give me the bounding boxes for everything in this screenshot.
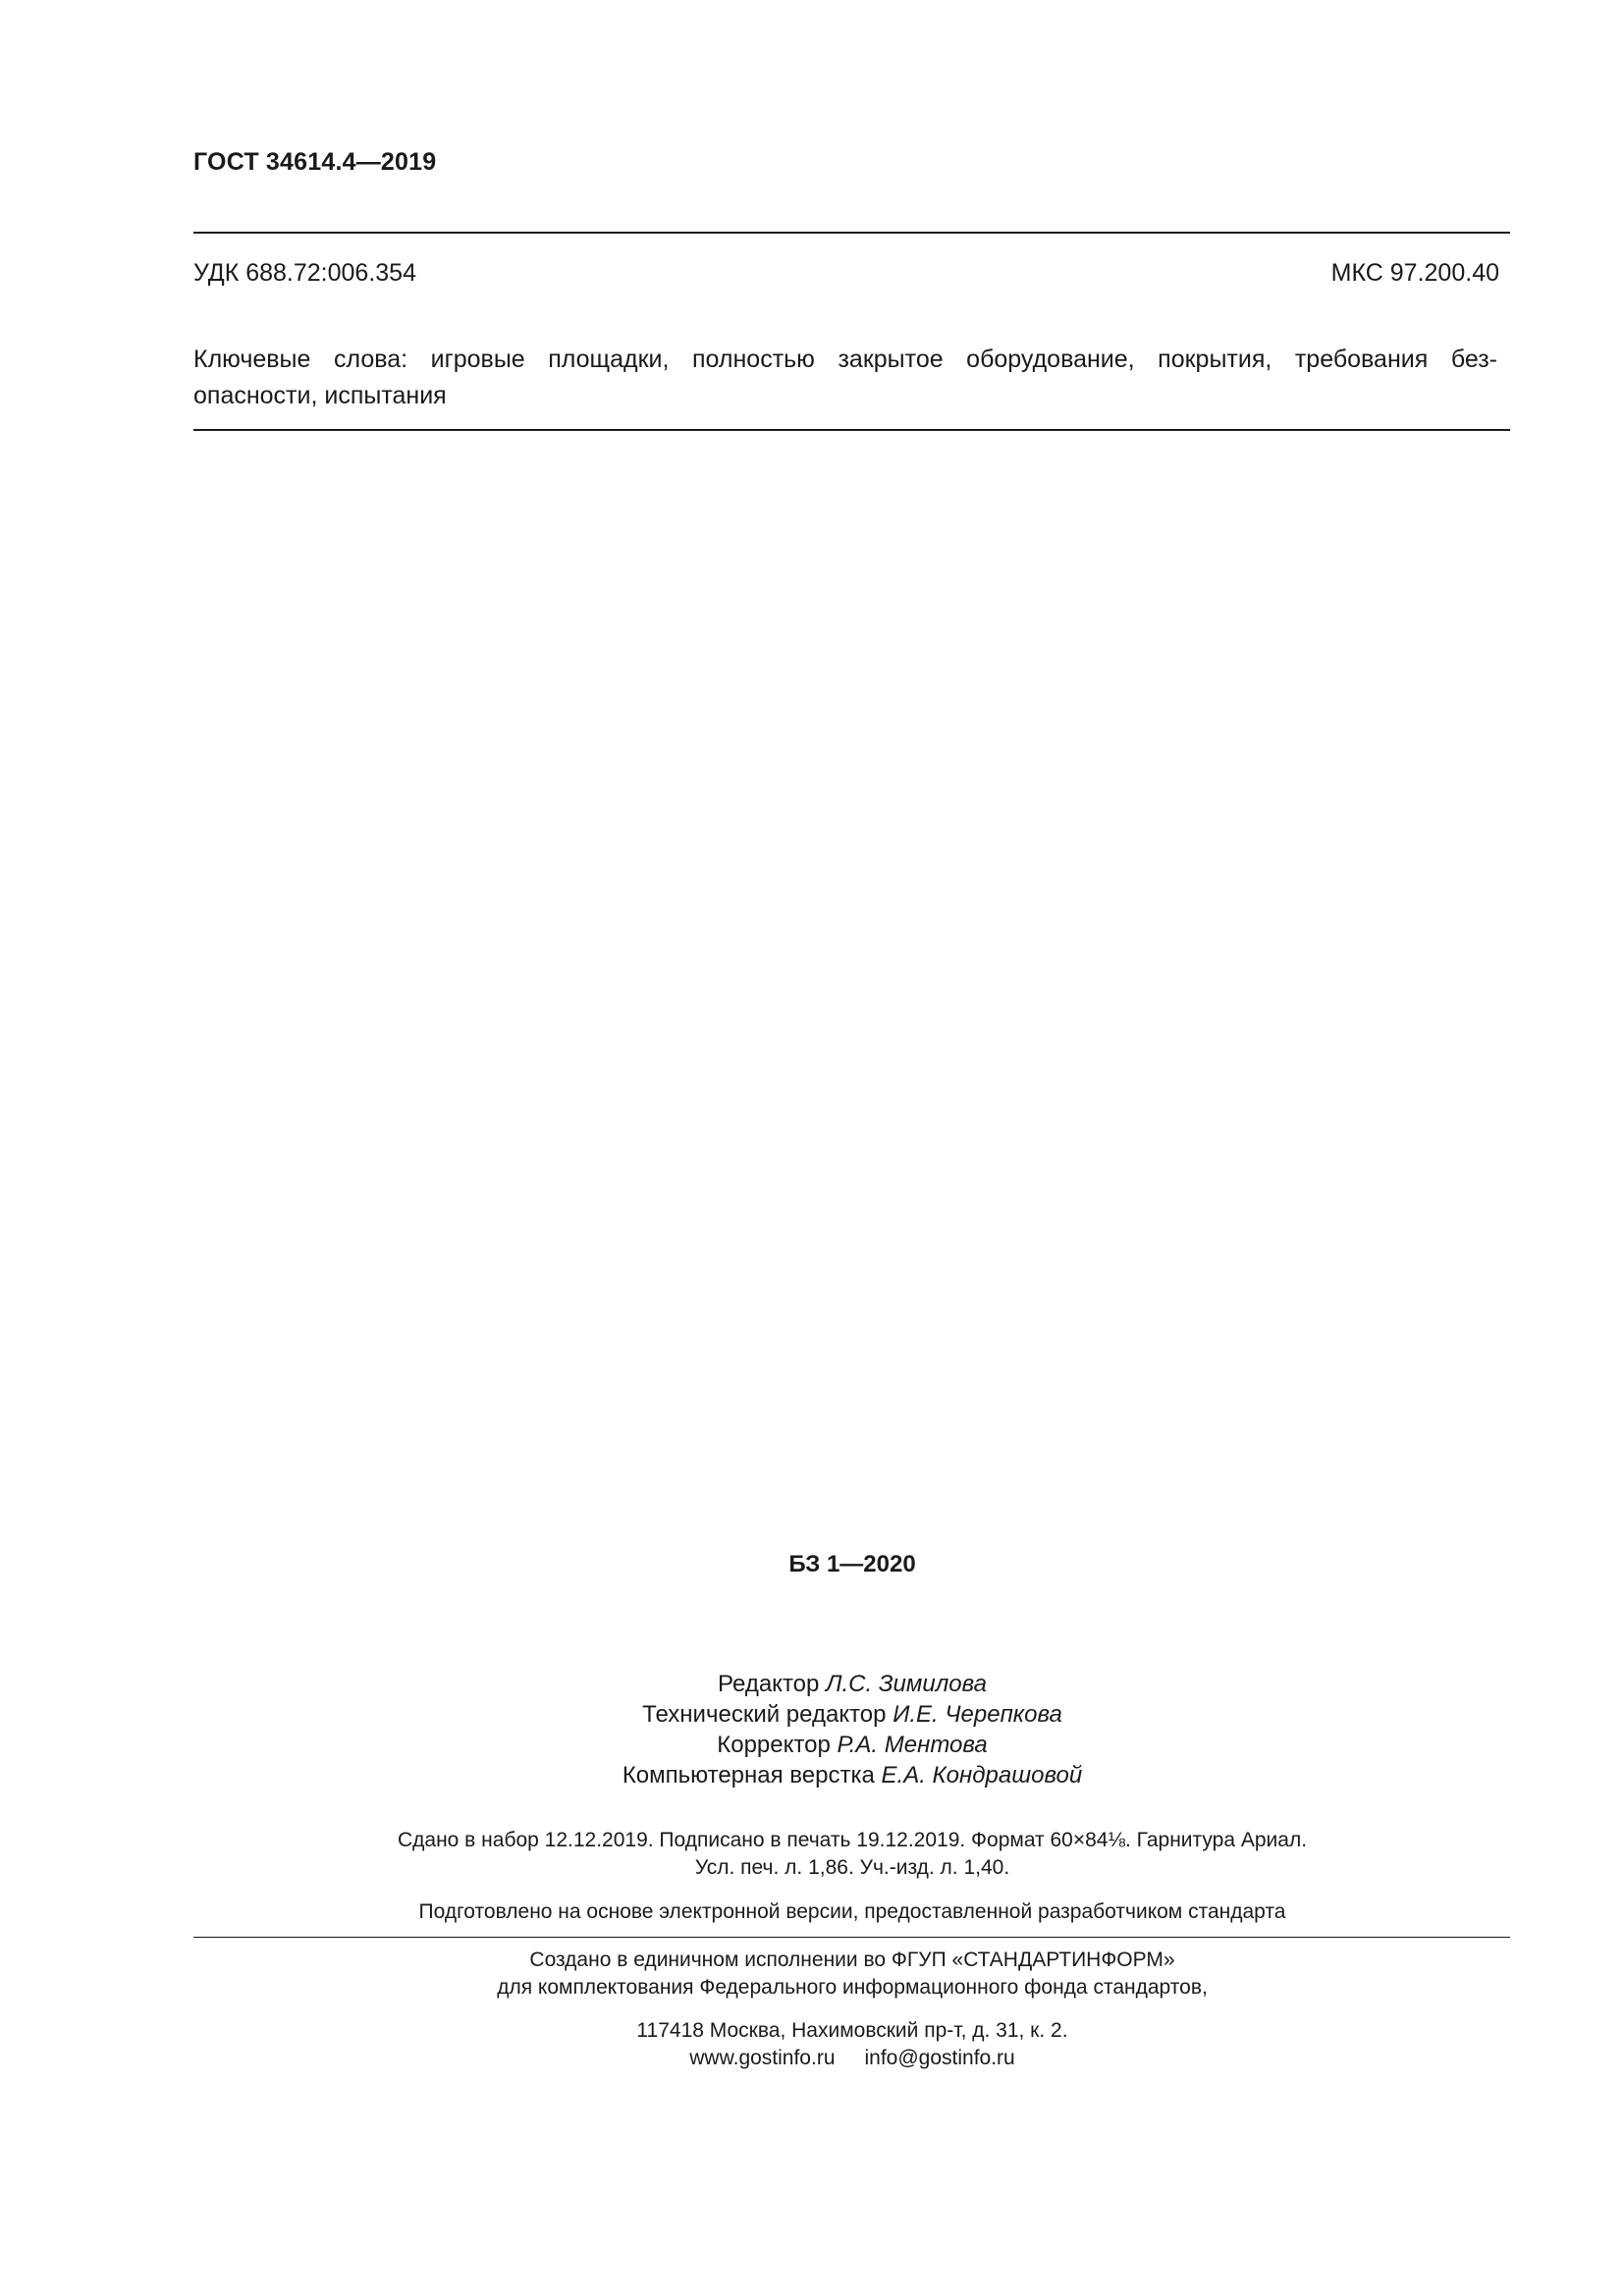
credit-name: И.Е. Черепкова (893, 1701, 1062, 1728)
publisher-email-link[interactable]: info@gostinfo.ru (864, 2047, 1015, 2069)
publisher-line-2: для комплектования Федерального информационного фонда стандартов, (497, 1976, 1208, 1999)
print-info-line-2: Усл. печ. л. 1,86. Уч.-изд. л. 1,40. (694, 1856, 1010, 1879)
keywords-line-2: опасности, испытания (193, 382, 447, 409)
udk-code: УДК 688.72:006.354 (193, 259, 416, 287)
credit-role: Корректор (717, 1732, 831, 1758)
mks-code: МКС 97.200.40 (1330, 259, 1499, 287)
credit-editor (0, 1669, 1624, 1699)
credit-name: Л.С. Зимилова (826, 1671, 987, 1697)
keywords-line-1: Ключевые слова: игровые площадки, полностью закрытое оборудование, покрытия, требования без- (193, 346, 1497, 373)
publisher-line-1: Создано в единичном исполнении во ФГУП «СТАНДАРТИНФОРМ» (529, 1949, 1175, 1971)
credit-proofreader (0, 1730, 1624, 1760)
prepared-note: Подготовлено на основе электронной версии, предоставленной разработчиком стандарта (418, 1900, 1286, 1923)
standard-code: ГОСТ 34614.4—2019 (193, 148, 437, 176)
keywords-paragraph (193, 342, 1497, 414)
keywords-divider (193, 429, 1510, 431)
footer-divider (193, 1937, 1510, 1938)
credit-layout (0, 1760, 1624, 1790)
credit-technical-editor (0, 1699, 1624, 1730)
top-divider (193, 232, 1510, 234)
publisher-website-link[interactable]: www.gostinfo.ru (689, 2047, 836, 2069)
publisher-spacer (0, 2002, 1624, 2017)
credit-role: Редактор (718, 1671, 820, 1697)
credits-block (0, 1669, 1624, 1790)
publisher-address: 117418 Москва, Нахимовский пр-т, д. 31, к. 2. (636, 2019, 1068, 2042)
print-info-line-1: Сдано в набор 12.12.2019. Подписано в печать 19.12.2019. Формат 60×84⅛. Гарнитура Ариал. (397, 1829, 1308, 1851)
publisher-contacts (0, 2045, 1624, 2072)
print-info (0, 1827, 1624, 1882)
credit-role: Технический редактор (642, 1701, 887, 1728)
bz-number: БЗ 1—2020 (788, 1551, 916, 1577)
credit-role: Компьютерная верстка (622, 1762, 875, 1789)
publisher-block (0, 1947, 1624, 2072)
credit-name: Р.А. Ментова (837, 1732, 988, 1758)
credit-name: Е.А. Кондрашовой (881, 1762, 1083, 1789)
